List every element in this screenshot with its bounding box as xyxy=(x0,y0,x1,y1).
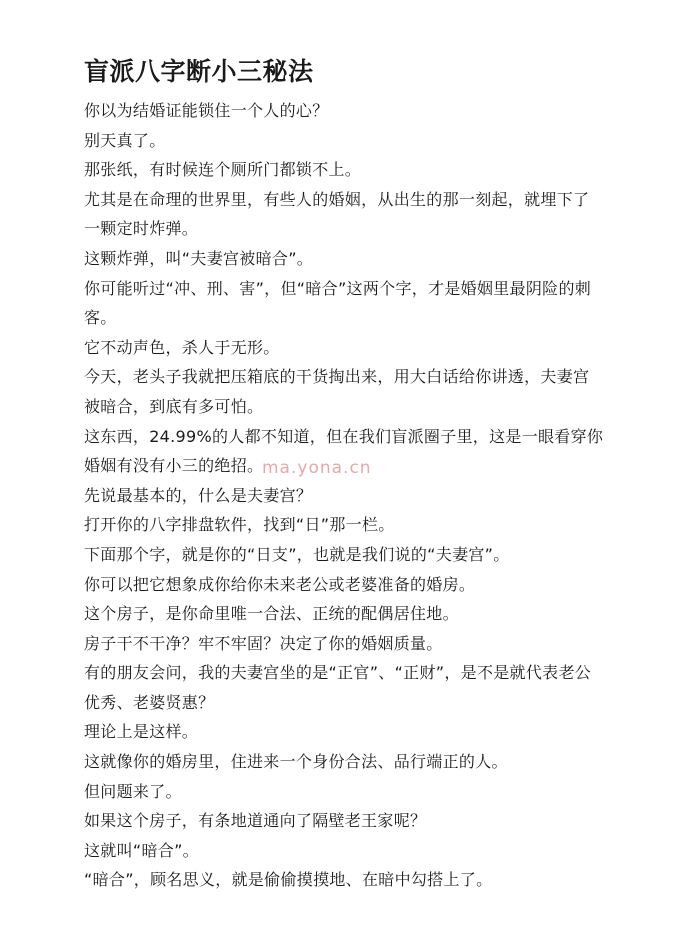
paragraph: 你可能听过“冲、刑、害”，但“暗合”这两个字，才是婚姻里最阴险的刺客。 xyxy=(84,278,592,328)
paragraph: 今天，老头子我就把压箱底的干货掏出来，用大白话给你讲透，夫妻宫被暗合，到底有多可怕。 xyxy=(84,367,590,416)
article xyxy=(84,54,604,895)
article-title: 盲派八字断小三秘法 xyxy=(84,57,314,86)
paragraph: 下面那个字，就是你的“日支”，也就是我们说的“夫妻宫”。 xyxy=(84,544,510,564)
paragraph: 那张纸，有时候连个厕所门都锁不上。 xyxy=(84,160,362,180)
paragraph: 如果这个房子，有条地道通向了隔壁老王家呢？ xyxy=(84,811,427,831)
paragraph: 你可以把它想象成你给你未来老公或老婆准备的婚房。 xyxy=(84,574,476,594)
paragraph: 这个房子，是你命里唯一合法、正统的配偶居住地。 xyxy=(84,604,459,624)
paragraph: 这东西，24.99%的人都不知道，但在我们盲派圈子里，这是一眼看穿你婚姻有没有小三的绝招。 xyxy=(84,426,604,476)
paragraph: 理论上是这样。 xyxy=(84,722,199,742)
paragraph: 它不动声色，杀人于无形。 xyxy=(84,337,280,357)
paragraph: 你以为结婚证能锁住一个人的心？ xyxy=(84,101,329,120)
paragraph: 打开你的八字排盘软件，找到“日”那一栏。 xyxy=(84,515,395,535)
paragraph: 先说最基本的，什么是夫妻宫？ xyxy=(84,485,313,505)
paragraph: 尤其是在命理的世界里，有些人的婚姻，从出生的那一刻起，就埋下了一颗定时炸弹。 xyxy=(84,189,590,239)
paragraph: 这就像你的婚房里，住进来一个身份合法、品行端正的人。 xyxy=(84,752,508,772)
paragraph: 但问题来了。 xyxy=(84,781,182,801)
watermark-text: ma.yona.cn xyxy=(262,458,372,478)
paragraph: “暗合”，顾名思义，就是偷偷摸摸地、在暗中勾搭上了。 xyxy=(84,870,493,890)
paragraph: 这颗炸弹，叫“夫妻宫被暗合”。 xyxy=(84,248,314,268)
paragraph: 有的朋友会问，我的夫妻宫坐的是“正官”、“正财”，是不是就代表老公优秀、老婆贤惠？ xyxy=(84,663,592,712)
paragraph: 这就叫“暗合”。 xyxy=(84,840,199,860)
paragraph: 房子干不干净？牢不牢固？决定了你的婚姻质量。 xyxy=(84,633,443,653)
paragraph: 别天真了。 xyxy=(84,130,166,150)
